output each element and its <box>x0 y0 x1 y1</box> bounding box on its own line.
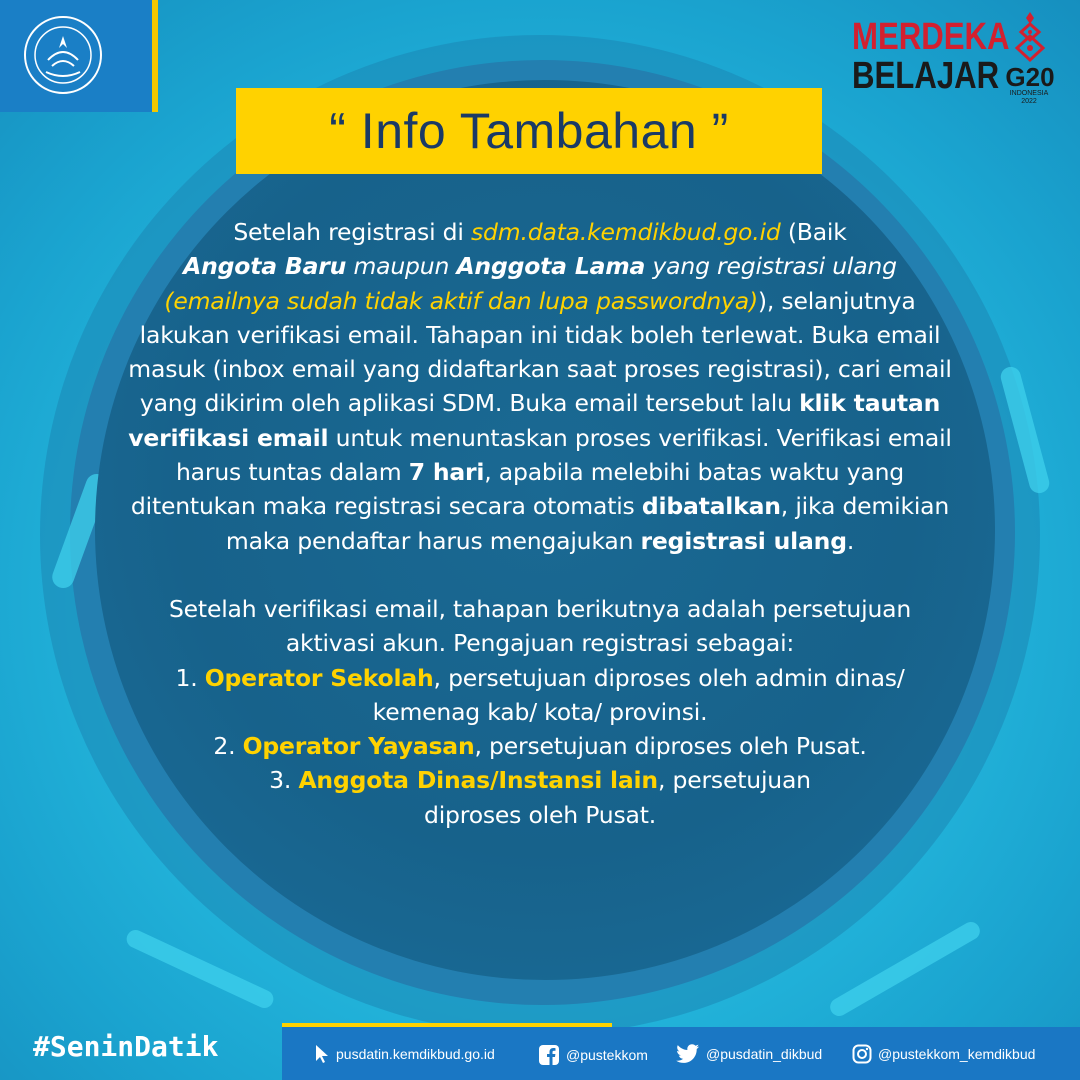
instagram-link[interactable] <box>852 1044 1035 1064</box>
page-title: “ Info Tambahan ” <box>329 103 729 159</box>
text-span: maka pendaftar harus mengajukan <box>225 526 641 555</box>
merdeka-text: MERDEKA <box>852 16 1010 58</box>
text-line <box>40 524 1040 558</box>
role-name: Operator Sekolah <box>204 663 434 692</box>
emphasis-text: 7 hari <box>408 458 485 487</box>
list-number: 3. <box>269 766 299 795</box>
list-item-continuation: kemenag kab/ kota/ provinsi. <box>372 697 708 726</box>
highlight-text: (emailnya sudah tidak aktif dan lupa passwordnya) <box>164 286 758 315</box>
emphasis-text: verifikasi email <box>128 423 329 452</box>
facebook-icon <box>538 1044 560 1066</box>
text-span: , apabila melebihi batas waktu yang <box>484 458 905 487</box>
text-span: Setelah registrasi di <box>233 218 471 246</box>
twitter-link[interactable] <box>676 1044 822 1064</box>
g20-country: INDONESIA <box>1009 90 1049 97</box>
role-name: Operator Yayasan <box>242 732 475 761</box>
emphasis-text: registrasi ulang <box>640 526 847 555</box>
text-span: , persetujuan diproses oleh Pusat. <box>474 732 867 761</box>
ministry-logo-block <box>0 0 152 112</box>
text-line <box>40 386 1040 420</box>
text-span: ditentukan maka registrasi secara otomatis <box>130 492 642 521</box>
emphasis-text: Anggota Lama <box>456 252 646 281</box>
text-span: , persetujuan diproses oleh admin dinas/ <box>433 663 905 692</box>
list-number: 1. <box>175 663 205 692</box>
paragraph-gap <box>40 558 1040 592</box>
text-line: lakukan verifikasi email. Tahapan ini tidak boleh terlewat. Buka email <box>139 320 941 349</box>
facebook-link[interactable] <box>538 1044 648 1066</box>
cursor-icon <box>314 1044 330 1064</box>
brush-streak <box>827 919 983 1020</box>
text-line <box>40 489 1040 523</box>
instagram-icon <box>852 1044 872 1064</box>
list-number: 2. <box>213 732 243 761</box>
text-span: , jika demikian <box>780 492 950 521</box>
list-item-continuation: diproses oleh Pusat. <box>423 800 656 829</box>
website-text: pusdatin.kemdikbud.go.id <box>336 1046 495 1062</box>
list-item <box>40 661 1040 695</box>
text-span: , persetujuan <box>657 766 811 795</box>
belajar-text: BELAJAR <box>852 55 1000 97</box>
facebook-handle: @pustekkom <box>566 1047 648 1063</box>
text-span: ), selanjutnya <box>757 286 916 315</box>
info-body <box>40 215 1040 832</box>
website-link[interactable] <box>314 1044 495 1064</box>
emphasis-text: klik tautan <box>799 389 941 418</box>
instagram-handle: @pustekkom_kemdikbud <box>878 1046 1036 1062</box>
list-item <box>40 763 1040 797</box>
role-name: Anggota Dinas/Instansi lain <box>298 766 658 795</box>
logo-accent-bar <box>152 0 158 112</box>
sdm-url-link[interactable]: sdm.data.kemdikbud.go.id <box>471 218 781 246</box>
text-span: yang dikirim oleh aplikasi SDM. Buka email tersebut lalu <box>139 389 800 418</box>
text-span: maupun <box>346 252 457 281</box>
list-item <box>40 729 1040 763</box>
text-span: yang registrasi ulang <box>645 252 897 281</box>
text-span: untuk menuntaskan proses verifikasi. Verifikasi email <box>328 423 952 452</box>
emphasis-text: Angota Baru <box>183 252 347 281</box>
tut-wuri-handayani-logo <box>22 14 104 96</box>
twitter-icon <box>676 1044 700 1064</box>
g20-subtitle <box>996 90 1062 106</box>
text-line <box>40 421 1040 455</box>
title-box <box>236 88 822 174</box>
text-span: (Baik <box>780 218 847 246</box>
text-line <box>40 215 1040 249</box>
text-line: masuk (inbox email yang didaftarkan saat proses registrasi), cari email <box>128 355 952 384</box>
twitter-handle: @pusdatin_dikbud <box>706 1046 823 1062</box>
text-line <box>40 284 1040 318</box>
text-line <box>40 455 1040 489</box>
hashtag: #SeninDatik <box>33 1030 219 1063</box>
text-line: Setelah verifikasi email, tahapan berikutnya adalah persetujuan <box>168 594 912 623</box>
emphasis-text: dibatalkan <box>641 492 781 521</box>
merdeka-belajar-logo <box>852 16 1010 97</box>
text-line <box>40 249 1040 283</box>
text-span: harus tuntas dalam <box>175 458 409 487</box>
g20-year: 2022 <box>1021 98 1037 105</box>
text-line: aktivasi akun. Pengajuan registrasi sebagai: <box>285 629 795 658</box>
text-span: . <box>846 526 855 555</box>
g20-text: G20 <box>1005 62 1055 92</box>
